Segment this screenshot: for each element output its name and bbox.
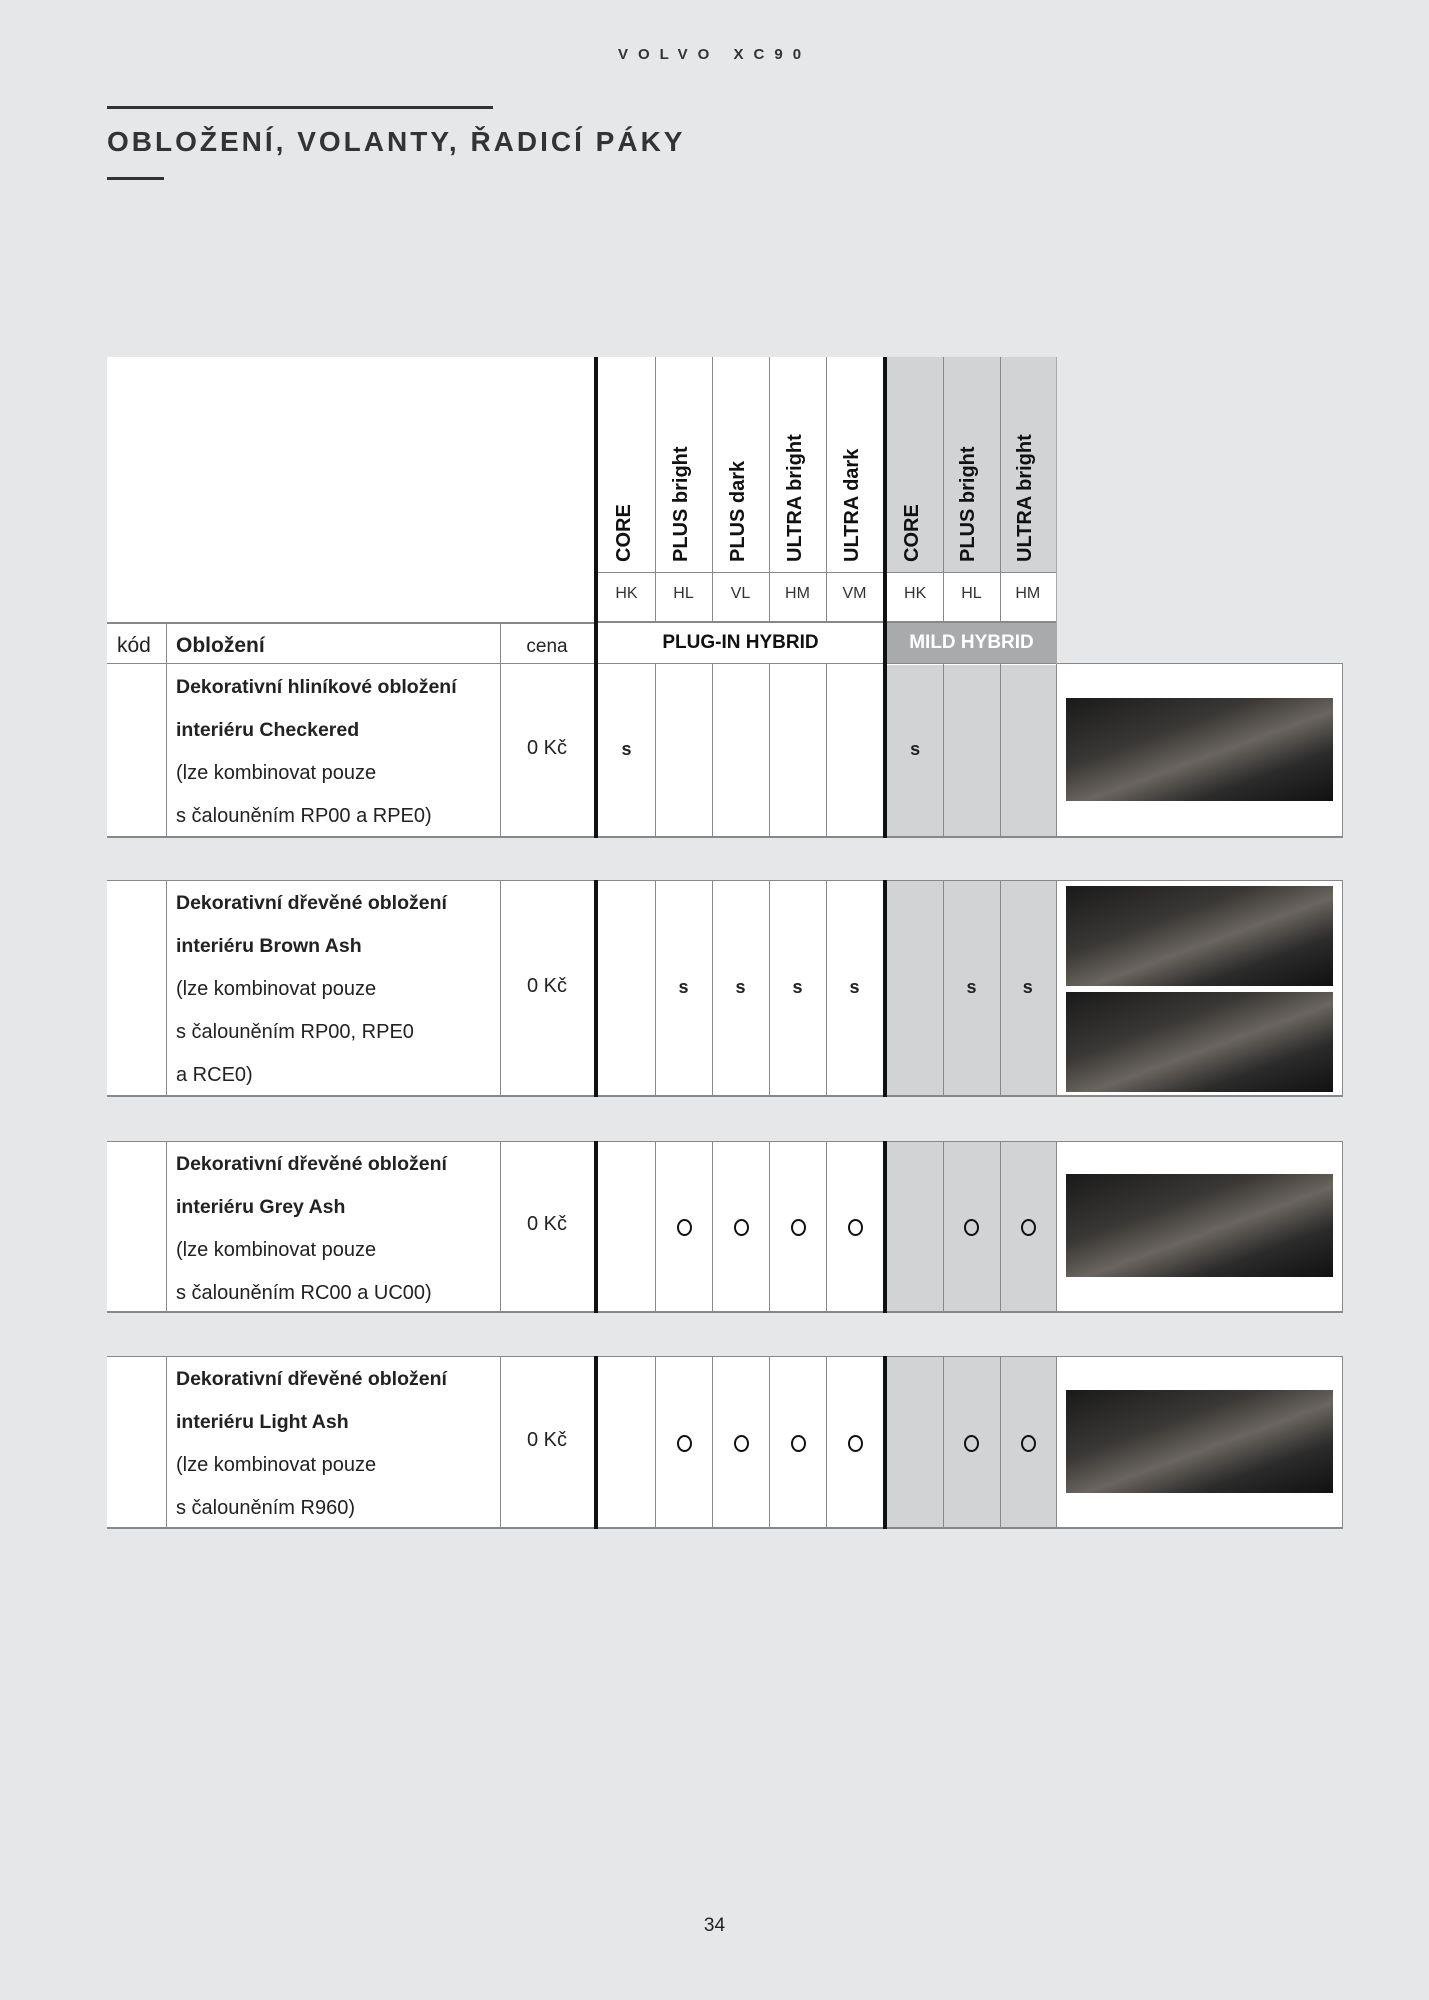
- column-divider: [1000, 357, 1001, 622]
- trim-name: Dekorativní dřevěné obložení: [176, 1153, 447, 1175]
- trim-note: s čalouněním R960): [176, 1497, 355, 1519]
- variant-code: HM: [1015, 585, 1041, 602]
- divider: [500, 622, 501, 664]
- trim-price: 0 Kč: [526, 974, 568, 997]
- trim-note: (lze kombinovat pouze: [176, 1239, 377, 1261]
- trim-price: 0 Kč: [526, 737, 568, 759]
- variant-name: ULTRA dark: [840, 448, 863, 562]
- variant-code: HL: [673, 585, 694, 602]
- optional-circle-icon: [677, 1219, 692, 1236]
- divider: [1056, 664, 1057, 838]
- group-separator: [594, 1356, 598, 1529]
- column-divider: [712, 1141, 713, 1313]
- standard-mark: s: [678, 976, 689, 997]
- variant-name: PLUS dark: [726, 460, 749, 562]
- interior-photo: [1066, 1390, 1333, 1493]
- column-header-kod: kód: [117, 634, 151, 657]
- optional-circle-icon: [791, 1219, 806, 1236]
- optional-circle-icon: [734, 1219, 749, 1236]
- variant-code: VL: [730, 585, 751, 602]
- column-divider: [826, 357, 827, 622]
- variant-header-ultra-bright: [1000, 357, 1056, 572]
- trim-note: (lze kombinovat pouze: [176, 762, 377, 784]
- column-divider: [1000, 1356, 1001, 1529]
- column-divider: [826, 1141, 827, 1313]
- trim-name: interiéru Light Ash: [176, 1411, 349, 1433]
- column-divider: [943, 664, 944, 838]
- variant-code: VM: [842, 585, 867, 602]
- title-underline: [107, 177, 164, 180]
- variant-header-plus-bright: [943, 357, 999, 572]
- variant-header-core: [887, 357, 943, 572]
- optional-circle-icon: [1021, 1435, 1036, 1452]
- trim-price: 0 Kč: [526, 1428, 568, 1451]
- column-divider: [655, 357, 656, 622]
- variant-header-ultra-bright: [769, 357, 826, 572]
- optional-circle-icon: [964, 1435, 979, 1452]
- column-divider: [712, 1356, 713, 1529]
- column-divider: [769, 664, 770, 838]
- brand-header: VOLVO XC90: [617, 46, 812, 63]
- optional-circle-icon: [677, 1435, 692, 1452]
- column-divider: [826, 1356, 827, 1529]
- trim-note: a RCE0): [176, 1064, 253, 1086]
- standard-mark: s: [1022, 976, 1033, 997]
- trim-name: Dekorativní dřevěné obložení: [176, 1368, 447, 1390]
- divider: [166, 622, 167, 664]
- column-divider: [943, 1356, 944, 1529]
- variant-name: CORE: [612, 504, 635, 562]
- optional-circle-icon: [734, 1435, 749, 1452]
- trim-name: interiéru Checkered: [176, 719, 360, 741]
- column-divider: [712, 357, 713, 622]
- divider: [166, 664, 167, 838]
- column-divider: [769, 1141, 770, 1313]
- trim-note: s čalouněním RP00, RPE0: [176, 1021, 414, 1043]
- column-divider: [655, 664, 656, 838]
- group-separator: [883, 880, 887, 1097]
- variant-header-plus-bright: [655, 357, 712, 572]
- optional-circle-icon: [1021, 1219, 1036, 1236]
- trim-note: s čalouněním RC00 a UC00): [176, 1282, 432, 1304]
- divider: [166, 1356, 167, 1529]
- trim-name: Dekorativní dřevěné obložení: [176, 892, 447, 914]
- header-hline: [594, 572, 1056, 573]
- group-plug-in-hybrid: PLUG-IN HYBRID: [662, 632, 819, 653]
- trim-note: s čalouněním RP00 a RPE0): [176, 805, 432, 827]
- page-number: 34: [703, 1915, 726, 1936]
- trim-note: (lze kombinovat pouze: [176, 978, 377, 1000]
- group-separator: [594, 880, 598, 1097]
- divider: [1056, 1141, 1057, 1313]
- group-separator: [594, 357, 598, 664]
- variant-name: PLUS bright: [669, 446, 692, 562]
- trim-price: 0 Kč: [526, 1213, 568, 1235]
- column-header-cena: cena: [526, 636, 568, 657]
- column-divider: [1000, 1141, 1001, 1313]
- standard-mark: s: [735, 976, 746, 997]
- standard-mark: s: [792, 976, 803, 997]
- variant-name: PLUS bright: [957, 446, 980, 562]
- standard-mark: s: [966, 976, 977, 997]
- interior-photo: [1066, 992, 1333, 1092]
- group-separator: [883, 1356, 887, 1529]
- interior-photo: [1066, 886, 1333, 986]
- divider: [1056, 880, 1057, 1097]
- column-divider: [826, 664, 827, 838]
- group-separator: [594, 1141, 598, 1313]
- trim-name: interiéru Brown Ash: [176, 935, 362, 957]
- optional-circle-icon: [848, 1219, 863, 1236]
- page-title: OBLOŽENÍ, VOLANTY, ŘADICÍ PÁKY: [107, 126, 686, 157]
- column-divider: [1056, 357, 1057, 664]
- standard-mark: s: [910, 739, 921, 759]
- variant-header-core: [598, 357, 655, 572]
- column-divider: [655, 1356, 656, 1529]
- optional-circle-icon: [848, 1435, 863, 1452]
- group-separator: [883, 1141, 887, 1313]
- variant-code: HK: [615, 585, 638, 602]
- standard-mark: s: [621, 739, 632, 759]
- variant-name: ULTRA bright: [783, 434, 806, 562]
- variant-name: CORE: [901, 504, 924, 562]
- column-divider: [943, 357, 944, 622]
- column-header-oblozeni: Obložení: [176, 634, 265, 657]
- interior-photo: [1066, 1174, 1333, 1277]
- variant-code: HL: [961, 585, 982, 602]
- column-divider: [655, 1141, 656, 1313]
- trim-name: Dekorativní hliníkové obložení: [176, 676, 457, 698]
- column-divider: [712, 664, 713, 838]
- group-separator: [883, 357, 887, 664]
- title-rule: [107, 106, 493, 109]
- variant-code: HK: [904, 585, 927, 602]
- column-divider: [1000, 664, 1001, 838]
- divider: [166, 880, 167, 1097]
- interior-photo: [1066, 698, 1333, 801]
- variant-header-ultra-dark: [826, 357, 883, 572]
- header-blank: [107, 357, 594, 622]
- variant-header-plus-dark: [712, 357, 769, 572]
- divider: [166, 1141, 167, 1313]
- optional-circle-icon: [791, 1435, 806, 1452]
- column-divider: [769, 1356, 770, 1529]
- standard-mark: s: [849, 976, 860, 997]
- divider: [1056, 1356, 1057, 1529]
- group-mild-hybrid: MILD HYBRID: [909, 632, 1034, 653]
- trim-name: interiéru Grey Ash: [176, 1196, 346, 1218]
- variant-name: ULTRA bright: [1013, 434, 1036, 562]
- column-divider: [769, 357, 770, 622]
- trim-note: (lze kombinovat pouze: [176, 1454, 377, 1476]
- variant-code: HM: [785, 585, 810, 602]
- column-divider: [943, 1141, 944, 1313]
